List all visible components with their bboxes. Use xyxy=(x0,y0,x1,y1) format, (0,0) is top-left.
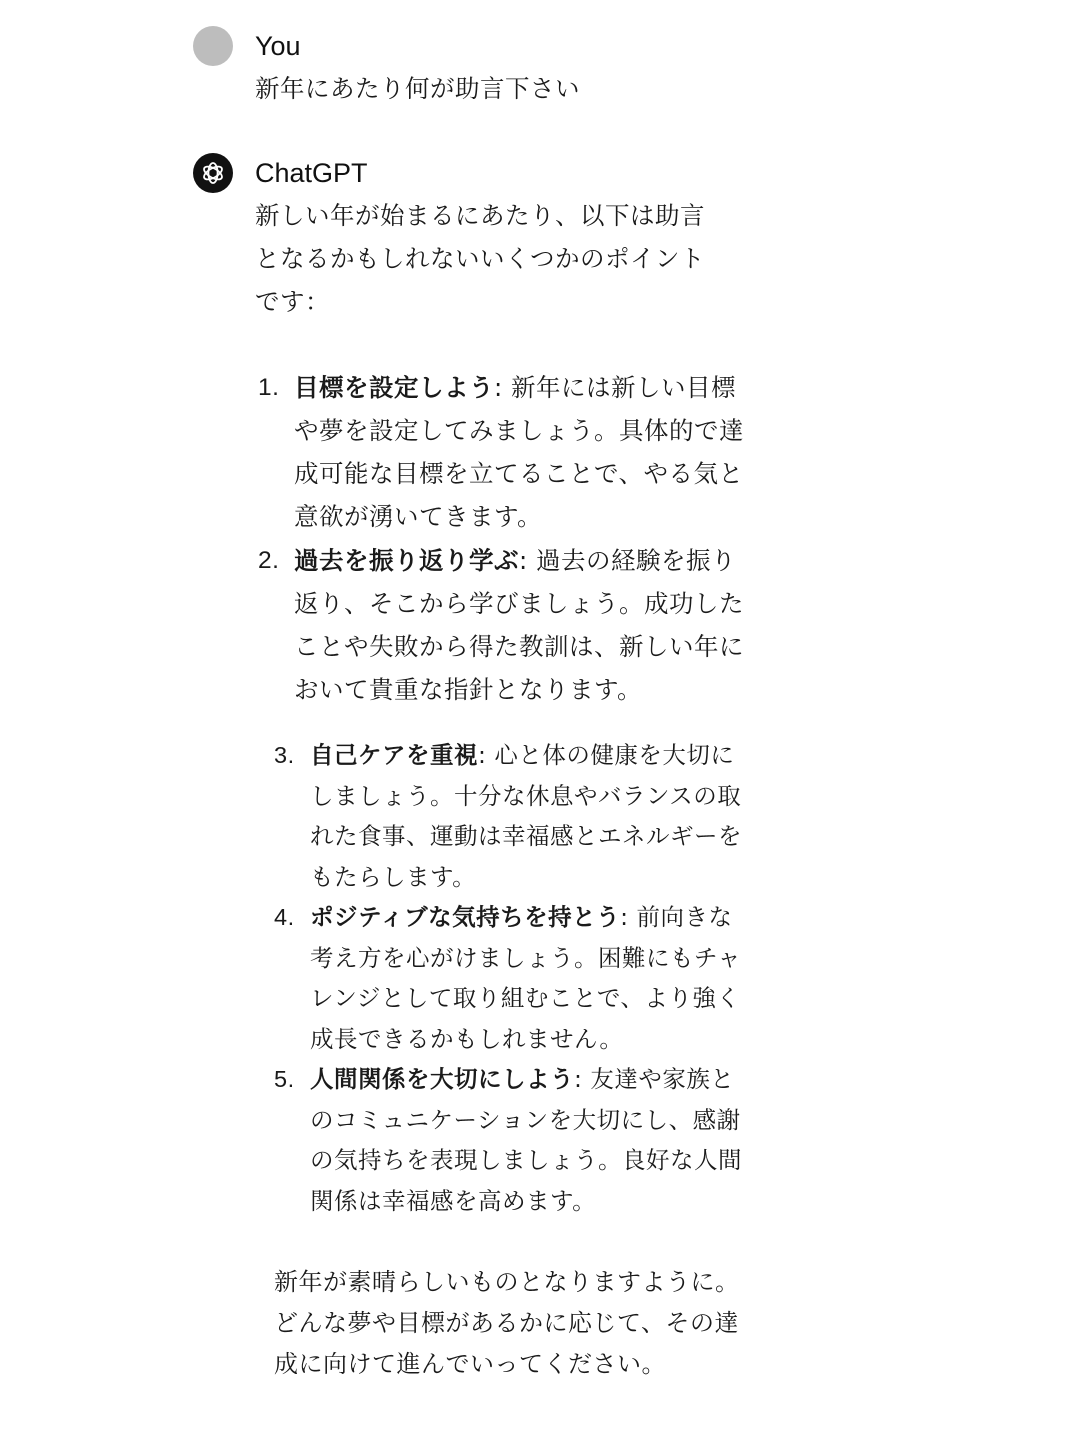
closing-line: どんな夢や目標があるかに応じて、その達 xyxy=(274,1309,740,1337)
list-item-text: : 過去の経験を振り xyxy=(519,546,737,575)
list-item-text: : 新年には新しい目標 xyxy=(494,373,737,402)
list-item-title: 過去を振り返り学ぶ xyxy=(294,546,519,575)
list-item-number: 1. xyxy=(258,374,280,401)
assistant-intro-line: 新しい年が始まるにあたり、以下は助言 xyxy=(255,201,705,230)
list-item-text: 意欲が湧いてきます。 xyxy=(294,502,543,531)
list-item-text: 返り、そこから学びましょう。成功した xyxy=(294,589,744,618)
list-item xyxy=(274,1059,774,1221)
list-item-text: : 心と体の健康を大切に xyxy=(478,741,735,769)
list-item-number: 2. xyxy=(258,547,280,574)
closing-line: 新年が素晴らしいものとなりますように。 xyxy=(274,1268,740,1296)
list-item-first-line xyxy=(310,735,742,776)
assistant-author-name: ChatGPT xyxy=(255,158,368,188)
closing-line: 成に向けて進んでいってください。 xyxy=(274,1350,666,1378)
list-item-text: しましょう。十分な休息やバランスの取 xyxy=(310,781,742,810)
assistant-intro-line: となるかもしれないいくつかのポイント xyxy=(255,244,705,273)
list-item-text: ことや失敗から得た教訓は、新しい年に xyxy=(294,632,744,661)
assistant-closing xyxy=(274,1262,774,1385)
list-item-first-line xyxy=(294,539,744,582)
list-item-text: れた食事、運動は幸福感とエネルギーを xyxy=(310,822,742,850)
list-item-text: おいて貴重な指針となります。 xyxy=(294,675,643,704)
list-item-text: 関係は幸福感を高めます。 xyxy=(310,1186,597,1215)
list-item-first-line xyxy=(294,366,744,409)
list-item-title: 自己ケアを重視 xyxy=(310,741,478,769)
list-item-text: 考え方を心がけましょう。困難にもチャ xyxy=(310,943,742,972)
list-item xyxy=(255,366,795,538)
list-item-text: や夢を設定してみましょう。具体的で達 xyxy=(294,416,744,445)
chatgpt-avatar xyxy=(193,153,233,193)
list-item-text: : 前向きな xyxy=(620,903,733,931)
list-item-first-line xyxy=(310,897,741,938)
list-item-text: もたらします。 xyxy=(310,862,477,891)
user-message-text: 新年にあたり何が助言下さい xyxy=(255,74,580,103)
user-avatar xyxy=(193,26,233,66)
list-item-title: 目標を設定しよう xyxy=(294,373,494,402)
list-item xyxy=(274,897,774,1059)
list-item-text: 成長できるかもしれません。 xyxy=(310,1024,624,1053)
list-item-text: のコミュニケーションを大切にし、感謝 xyxy=(310,1105,741,1134)
openai-logo-icon xyxy=(200,160,226,186)
list-item-text: : 友達や家族と xyxy=(574,1065,735,1093)
list-item-text: レンジとして取り組むことで、より強く xyxy=(310,984,741,1012)
list-item-first-line xyxy=(310,1059,742,1100)
list-item-number: 3. xyxy=(274,742,295,768)
assistant-intro-line: です： xyxy=(255,287,330,316)
list-item xyxy=(274,735,774,897)
list-item-number: 4. xyxy=(274,904,295,930)
list-item xyxy=(255,539,795,711)
user-author-name: You xyxy=(255,31,301,61)
list-item-text: 成可能な目標を立てることで、やる気と xyxy=(294,459,744,488)
list-item-text: の気持ちを表現しましょう。良好な人間 xyxy=(310,1146,742,1174)
list-item-title: 人間関係を大切にしよう xyxy=(310,1065,574,1093)
list-item-number: 5. xyxy=(274,1066,295,1092)
list-item-title: ポジティブな気持ちを持とう xyxy=(310,903,621,931)
